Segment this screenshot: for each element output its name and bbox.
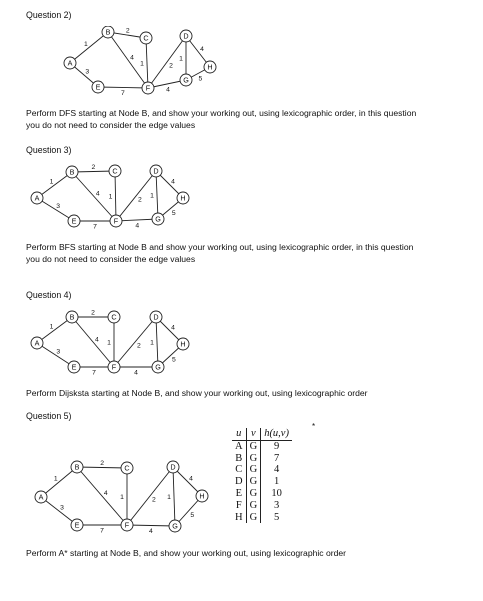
edge-d-g <box>173 467 175 526</box>
cell-v: G <box>246 440 261 452</box>
node-d-label: D <box>153 312 159 322</box>
cell-v: G <box>246 488 261 500</box>
cell-h: 9 <box>273 440 280 452</box>
node-e-label: E <box>74 520 80 530</box>
edge-weight: 4 <box>171 178 175 186</box>
heuristic-row <box>232 453 292 465</box>
edge-e-f <box>98 87 148 88</box>
node-c-label: C <box>111 312 117 322</box>
cell-u: F <box>235 499 242 511</box>
edge-f-d <box>127 467 173 525</box>
edge-weight: 1 <box>150 192 154 200</box>
node-c-label: C <box>143 33 149 43</box>
edge-weight: 3 <box>56 202 61 210</box>
cell-u: E <box>235 487 242 499</box>
heuristic-row <box>232 464 292 476</box>
edge-weight: 4 <box>130 54 134 62</box>
edge-f-g <box>127 525 175 526</box>
node-d-label: D <box>153 166 159 176</box>
edge-b-c <box>77 467 127 468</box>
edge-b-c <box>72 171 115 172</box>
edge-weight: 2 <box>138 196 142 204</box>
edge-weight: 7 <box>93 223 97 231</box>
edge-weight: 4 <box>95 190 100 198</box>
edge-weight: 7 <box>92 369 96 377</box>
node-a-label: A <box>34 193 40 203</box>
node-h-label: H <box>180 193 186 203</box>
edge-c-f <box>115 171 116 221</box>
cell-h: 1 <box>273 476 280 488</box>
edge-weight: 2 <box>100 460 104 468</box>
cell-h: 10 <box>271 487 282 499</box>
edge-weight: 1 <box>120 494 124 501</box>
node-f-label: F <box>124 520 130 530</box>
node-e-label: E <box>71 216 77 226</box>
edge-weight: 5 <box>171 209 176 217</box>
node-b-label: B <box>69 167 75 177</box>
edge-weight: 4 <box>94 336 99 344</box>
edge-weight: 4 <box>171 324 175 332</box>
edge-weight: 7 <box>100 527 104 534</box>
edge-weight: 4 <box>166 86 170 94</box>
edge-weight: 2 <box>91 164 96 172</box>
cell-u: C <box>235 464 243 476</box>
node-e-label: E <box>95 82 101 92</box>
heuristic-table <box>232 428 292 523</box>
node-h-label: H <box>199 491 205 501</box>
cell-v: G <box>246 464 261 476</box>
heuristic-row <box>232 500 292 512</box>
edge-weight: 1 <box>140 60 144 68</box>
edge-weight: 5 <box>198 75 203 83</box>
edge-weight: 2 <box>152 496 156 504</box>
edge-weight: 4 <box>135 222 140 230</box>
edge-weight: 1 <box>107 339 111 347</box>
edge-weight: 1 <box>179 55 183 63</box>
node-f-label: F <box>113 216 119 226</box>
node-h-label: H <box>180 339 186 349</box>
edge-weight: 3 <box>85 68 90 76</box>
edge-d-g <box>156 171 158 219</box>
question-3-heading: Question 3) <box>26 145 72 155</box>
edge-weight: 5 <box>171 356 176 364</box>
node-f-label: F <box>111 362 117 372</box>
question-5-graph <box>28 452 218 534</box>
cell-u: D <box>235 476 243 488</box>
question-4-prompt: Perform Dijsksta starting at Node B, and show your working out, using lexicographic order <box>26 388 368 398</box>
edge-weight: 1 <box>83 41 88 49</box>
question-2-prompt-line1: Perform DFS starting at Node B, and show your working out, using lexicographic order, in this question <box>26 108 417 118</box>
edge-weight: 1 <box>49 323 54 331</box>
cell-v: G <box>246 453 261 465</box>
node-d-label: D <box>170 462 176 472</box>
edge-c-f <box>146 38 148 88</box>
cell-u: B <box>235 452 243 464</box>
node-d-label: D <box>183 31 189 41</box>
cell-u: H <box>235 511 243 523</box>
edge-a-b <box>37 317 72 343</box>
node-a-label: A <box>67 58 73 68</box>
edge-a-b <box>70 32 108 63</box>
cell-h: 3 <box>273 499 280 511</box>
heuristic-row <box>232 512 292 524</box>
edge-weight: 1 <box>167 494 171 502</box>
heuristic-header-row <box>232 428 292 440</box>
heuristic-table-body <box>232 440 292 523</box>
question-3-prompt-line1: Perform BFS starting at Node B and show your working out, using lexicographic order, in this question <box>26 242 414 252</box>
edge-d-g <box>156 317 158 367</box>
node-b-label: B <box>69 312 75 322</box>
cell-h: 5 <box>273 511 280 523</box>
node-c-label: C <box>124 463 130 473</box>
heuristic-row <box>232 488 292 500</box>
question-3-prompt-line2: you do not need to consider the edge values <box>26 254 196 264</box>
edge-a-b <box>41 467 77 497</box>
node-a-label: A <box>38 492 44 502</box>
node-g-label: G <box>155 362 161 372</box>
edge-weight: 3 <box>56 348 61 356</box>
node-e-label: E <box>71 362 77 372</box>
cell-v: G <box>246 500 261 512</box>
edge-weight: 1 <box>150 339 154 347</box>
question-2-prompt-line2: you do not need to consider the edge values <box>26 120 196 130</box>
cell-h: 7 <box>273 452 280 464</box>
question-4-heading: Question 4) <box>26 290 72 300</box>
node-a-label: A <box>34 338 40 348</box>
edge-weight: 1 <box>49 178 54 186</box>
edge-weight: 4 <box>134 369 138 377</box>
edge-weight: 4 <box>200 45 204 53</box>
heuristic-row <box>232 476 292 488</box>
edge-weight: 1 <box>108 193 113 201</box>
heuristic-table-wrapper <box>232 428 312 523</box>
header-v: v <box>246 428 261 440</box>
node-b-label: B <box>105 27 111 37</box>
edge-weight: 4 <box>189 475 193 483</box>
edge-weight: 2 <box>125 27 130 35</box>
question-3-graph <box>28 163 218 233</box>
node-g-label: G <box>155 214 161 224</box>
cell-v: G <box>246 512 261 524</box>
question-5-prompt: Perform A* starting at Node B, and show your working out, using lexicographic order <box>26 548 347 558</box>
edge-a-b <box>37 172 72 198</box>
edge-weight: 2 <box>169 62 173 70</box>
cell-v: G <box>246 476 261 488</box>
node-h-label: H <box>207 62 213 72</box>
edge-weight: 2 <box>91 309 95 317</box>
node-g-label: G <box>172 521 178 531</box>
edge-weight: 7 <box>121 89 125 97</box>
question-2-graph <box>28 26 218 102</box>
question-4-graph <box>28 309 218 377</box>
edge-weight: 2 <box>136 342 141 350</box>
node-c-label: C <box>112 166 118 176</box>
header-u: u <box>232 428 246 440</box>
edge-weight: 5 <box>190 511 195 519</box>
node-f-label: F <box>145 83 151 93</box>
edge-weight: 4 <box>103 490 108 498</box>
node-g-label: G <box>183 75 189 85</box>
question-5-heading: Question 5) <box>26 411 72 421</box>
edge-weight: 1 <box>53 475 58 483</box>
node-b-label: B <box>74 462 80 472</box>
heuristic-star-mark: * <box>312 422 316 431</box>
cell-u: A <box>235 440 243 452</box>
heuristic-row <box>232 440 292 452</box>
cell-h: 4 <box>273 464 280 476</box>
edge-a-e <box>41 497 77 525</box>
edge-weight: 4 <box>149 527 153 534</box>
edge-weight: 3 <box>60 504 64 512</box>
question-2-heading: Question 2) <box>26 10 72 20</box>
header-h: h(u,v) <box>261 428 292 440</box>
